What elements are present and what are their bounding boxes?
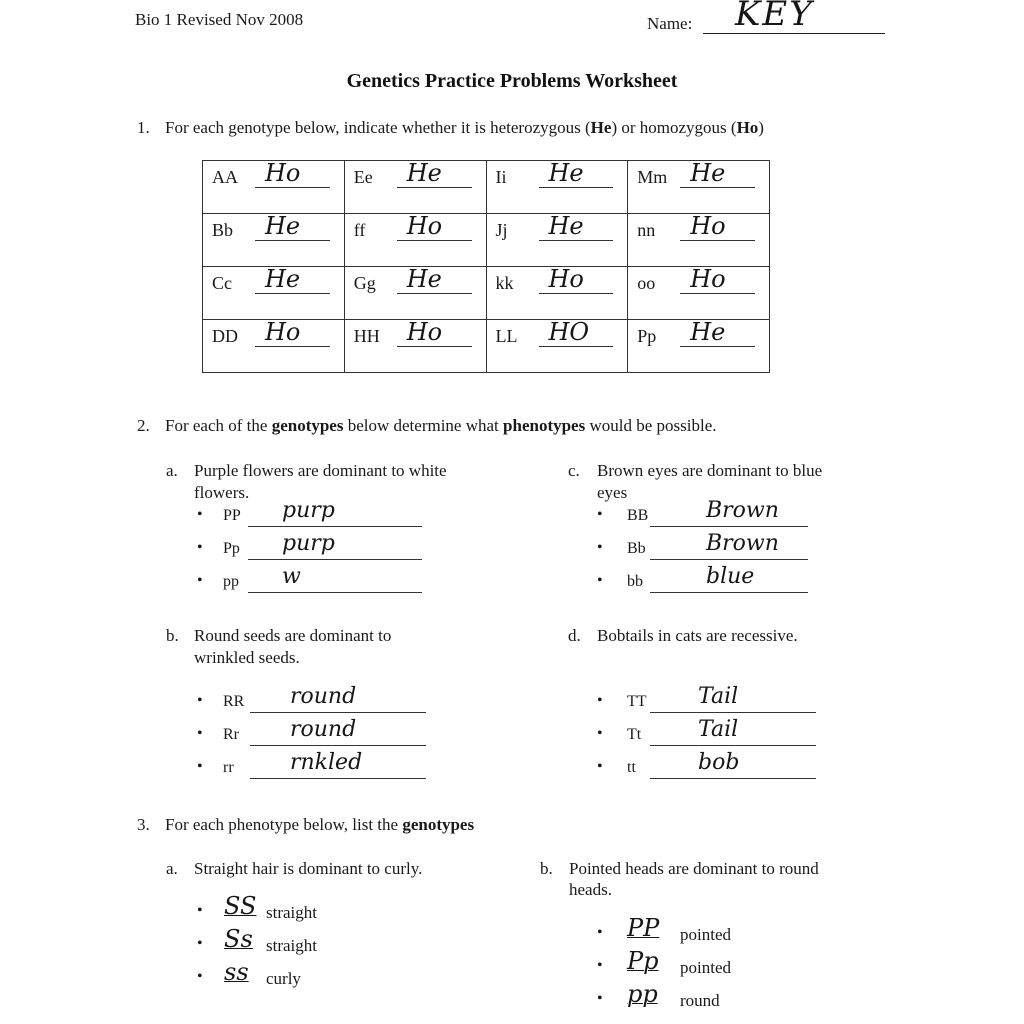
bullet-icon: • [597,692,603,709]
genotype-cell [344,214,486,267]
q3a-phenotype-word: curly [266,969,301,988]
genotype-cell [628,320,770,373]
q3a-genotype-answer[interactable]: Ss [224,925,253,953]
q3b-phenotype-word: round [680,991,720,1010]
genotype-cell [203,320,345,373]
genotype-answer: He [690,318,726,346]
genotype-table-row [203,267,770,320]
bullet-icon: • [197,506,203,523]
bullet-icon: • [597,725,603,742]
q2c-letter: c. [568,461,580,480]
q2b-genotype-label: rr [223,759,234,776]
genotype-code: Bb [212,220,234,240]
genotype-code: Gg [353,273,376,293]
q2a-text-line1: Purple flowers are dominant to white [194,461,447,480]
genotype-table-row [203,320,770,373]
bullet-icon: • [597,572,603,589]
q2c-genotype-label: Bb [627,540,646,557]
q2c-answer: Brown [706,531,779,556]
q2d-answer: Tail [698,717,739,742]
bullet-icon: • [597,990,603,1007]
q3b-phenotype-word: pointed [680,958,731,977]
genotype-answer: He [406,265,442,293]
answer-line[interactable] [255,293,330,294]
bullet-icon: • [597,506,603,523]
q2c-answer-line[interactable] [650,592,808,593]
q2b-answer-line[interactable] [250,712,426,713]
bullet-icon: • [597,924,603,941]
answer-line[interactable] [397,293,472,294]
genotype-cell [203,214,345,267]
q2c-answer-line[interactable] [650,526,808,527]
q2c-text-line1: Brown eyes are dominant to blue [597,461,823,480]
genotype-code: HH [353,326,380,346]
q2d-genotype-label: tt [627,759,636,776]
genotype-code: Jj [495,220,508,240]
genotype-answer: HO [548,318,590,346]
genotype-answer: Ho [548,265,584,293]
genotype-table [202,160,770,373]
q2b-answer-line[interactable] [250,778,426,779]
name-field-value: KEY [735,0,814,34]
genotype-answer: Ho [265,159,301,187]
genotype-code: Cc [212,273,232,293]
q2b-answer: round [290,717,357,742]
bullet-icon: • [597,539,603,556]
genotype-table-row [203,161,770,214]
q2b-answer: rnkled [290,750,363,775]
answer-line[interactable] [680,293,755,294]
q2a-answer: purp [282,498,335,523]
genotype-cell [486,267,628,320]
q2b-answer-line[interactable] [250,745,426,746]
bullet-icon: • [197,968,203,985]
bullet-icon: • [197,692,203,709]
q2d-answer-line[interactable] [650,745,816,746]
q3-number: 3. [137,815,150,834]
q2a-answer-line[interactable] [248,526,422,527]
name-label: Name: [647,14,693,33]
genotype-answer: He [265,212,301,240]
q3b-text-line1: Pointed heads are dominant to round [569,859,819,878]
genotype-code: DD [212,326,238,346]
bullet-icon: • [197,935,203,952]
q2c-text-line2: eyes [597,483,628,502]
genotype-answer: Ho [690,265,726,293]
q2-number: 2. [137,416,150,435]
q2c-answer: blue [706,564,755,589]
q1-prompt: For each genotype below, indicate whether it is heterozygous (He) or homozygous (Ho) [165,118,764,137]
q2c-answer: Brown [706,498,779,523]
q2d-answer: Tail [698,684,739,709]
genotype-code: Ii [495,167,507,187]
q2a-answer-line[interactable] [248,559,422,560]
q2b-answer: round [290,684,357,709]
page-title: Genetics Practice Problems Worksheet [346,70,678,92]
genotype-cell [628,267,770,320]
genotype-code: AA [212,167,238,187]
genotype-cell [486,161,628,214]
q2d-answer-line[interactable] [650,712,816,713]
genotype-answer: He [265,265,301,293]
q2a-answer-line[interactable] [248,592,422,593]
q2-prompt: For each of the genotypes below determine what phenotypes would be possible. [165,416,717,435]
genotype-cell [486,214,628,267]
bullet-icon: • [197,572,203,589]
answer-line[interactable] [255,240,330,241]
q2a-answer: w [282,564,301,589]
answer-line[interactable] [539,240,614,241]
genotype-cell [344,161,486,214]
genotype-code: Mm [637,167,668,187]
q2d-text-line1: Bobtails in cats are recessive. [597,626,798,645]
answer-line[interactable] [680,346,755,347]
genotype-answer: He [690,159,726,187]
q2a-text-line2: flowers. [194,483,250,502]
bullet-icon: • [597,758,603,775]
q2a-letter: a. [166,461,178,480]
answer-line[interactable] [255,346,330,347]
genotype-cell [486,320,628,373]
course-revision-label: Bio 1 Revised Nov 2008 [135,10,304,29]
q3b-phenotype-word: pointed [680,925,731,944]
genotype-cell [628,161,770,214]
genotype-cell [344,267,486,320]
answer-line[interactable] [255,187,330,188]
genotype-answer: Ho [406,318,443,346]
q3b-genotype-answer[interactable]: PP [627,914,660,942]
genotype-answer: He [548,212,584,240]
genotype-answer: He [548,159,584,187]
q2d-genotype-label: Tt [627,726,642,743]
q2d-answer-line[interactable] [650,778,816,779]
q2b-letter: b. [166,626,179,645]
q3b-letter: b. [540,859,553,878]
q2d-answer: bob [698,750,740,775]
q3-prompt: For each phenotype below, list the genotypes [165,815,475,834]
bullet-icon: • [197,902,203,919]
bullet-icon: • [197,758,203,775]
q2b-genotype-label: Rr [223,726,239,743]
genotype-answer: Ho [406,212,443,240]
q2d-letter: d. [568,626,581,645]
q3b-text-line2: heads. [569,880,612,899]
q2c-genotype-label: bb [627,573,643,590]
genotype-answer: He [406,159,442,187]
q2b-text-line2: wrinkled seeds. [194,648,300,667]
q1-number: 1. [137,118,150,137]
genotype-answer: Ho [265,318,301,346]
answer-line[interactable] [539,293,614,294]
q3a-text-line1: Straight hair is dominant to curly. [194,859,423,878]
bullet-icon: • [197,725,203,742]
q3b-genotype-answer[interactable]: Pp [627,947,659,975]
q2a-genotype-label: Pp [223,540,240,557]
q2c-answer-line[interactable] [650,559,808,560]
genotype-code: nn [637,220,656,240]
q3a-phenotype-word: straight [266,936,317,955]
answer-line[interactable] [397,187,472,188]
genotype-cell [628,214,770,267]
q3a-genotype-answer[interactable]: ss [224,958,249,986]
genotype-code: ff [353,220,366,240]
genotype-code: LL [495,326,518,346]
answer-line[interactable] [680,187,755,188]
q2a-genotype-label: PP [223,507,241,524]
q3a-letter: a. [166,859,178,878]
q2d-genotype-label: TT [627,693,647,710]
q2a-answer: purp [282,531,335,556]
q2c-genotype-label: BB [627,507,649,524]
genotype-code: kk [495,273,514,293]
q3b-genotype-answer[interactable]: pp [627,980,658,1008]
genotype-code: oo [637,273,656,293]
q2b-text-line1: Round seeds are dominant to [194,626,392,645]
q2a-genotype-label: pp [223,573,239,590]
q3a-genotype-answer[interactable]: SS [224,892,257,920]
q3a-phenotype-word: straight [266,903,317,922]
q2b-genotype-label: RR [223,693,245,710]
genotype-code: Pp [637,326,657,346]
genotype-cell [203,161,345,214]
bullet-icon: • [197,539,203,556]
genotype-table-row [203,214,770,267]
answer-line[interactable] [397,240,472,241]
genotype-cell [344,320,486,373]
answer-line[interactable] [539,187,614,188]
answer-line[interactable] [539,346,614,347]
genotype-code: Ee [353,167,373,187]
genotype-cell [203,267,345,320]
bullet-icon: • [597,957,603,974]
answer-line[interactable] [397,346,472,347]
answer-line[interactable] [680,240,755,241]
genotype-answer: Ho [690,212,726,240]
